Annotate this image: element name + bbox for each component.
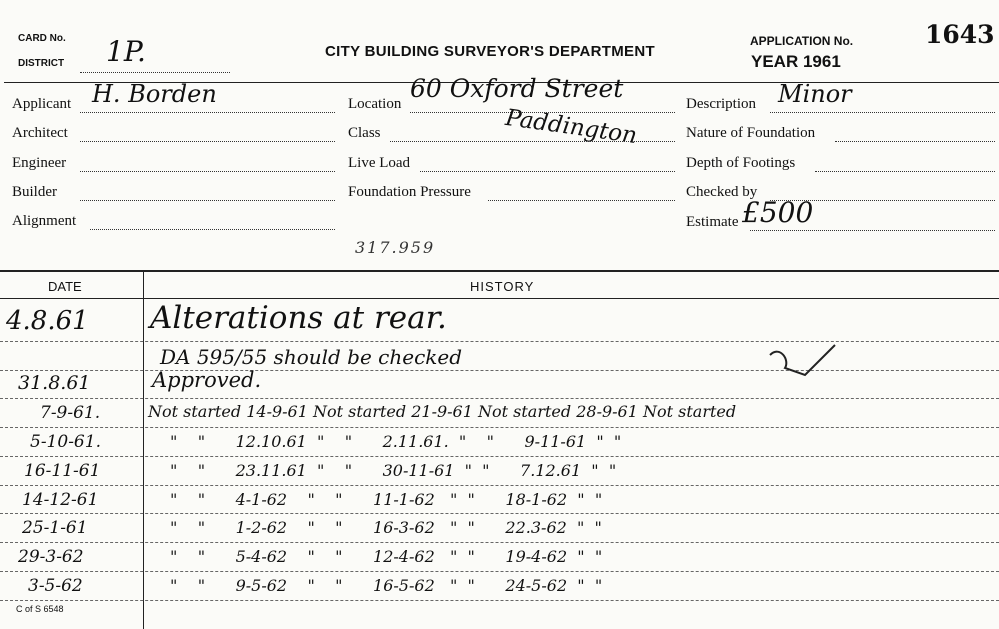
history-entry: " " 4-1-62 " " 11-1-62 " " 18-1-62 " " bbox=[170, 490, 603, 509]
history-date: 7-9-61. bbox=[40, 403, 101, 423]
history-entry: " " 9-5-62 " " 16-5-62 " " 24-5-62 " " bbox=[170, 576, 603, 595]
card-no-label: CARD No. bbox=[18, 33, 66, 44]
date-header: DATE bbox=[48, 279, 82, 294]
row-rule bbox=[0, 456, 999, 457]
architect-line bbox=[80, 141, 335, 142]
history-date: 14-12-61 bbox=[22, 490, 99, 510]
description-line bbox=[770, 112, 995, 113]
applicant-value: H. Borden bbox=[92, 80, 217, 108]
history-entry: Alterations at rear. bbox=[150, 300, 447, 336]
applicant-line bbox=[80, 112, 335, 113]
live-load-label: Live Load bbox=[348, 155, 411, 171]
date-column-divider bbox=[143, 270, 144, 629]
year-label: YEAR 1961 bbox=[751, 52, 841, 71]
history-header-divider bbox=[0, 298, 999, 299]
form-code: C of S 6548 bbox=[16, 604, 64, 614]
row-rule bbox=[0, 571, 999, 572]
history-date: 4.8.61 bbox=[6, 306, 89, 336]
row-rule bbox=[0, 341, 999, 342]
tick-mark-icon bbox=[765, 340, 845, 390]
history-date: 3-5-62 bbox=[28, 576, 83, 596]
history-header: HISTORY bbox=[470, 279, 535, 294]
row-rule bbox=[0, 398, 999, 399]
engineer-label: Engineer bbox=[12, 155, 67, 171]
history-top-border bbox=[0, 270, 999, 272]
depth-line bbox=[815, 171, 995, 172]
class-line bbox=[390, 141, 675, 142]
history-entry: Approved. bbox=[152, 368, 262, 392]
department-title: CITY BUILDING SURVEYOR'S DEPARTMENT bbox=[325, 43, 655, 60]
history-entry: DA 595/55 should be checked bbox=[160, 345, 463, 369]
history-date: 5-10-61. bbox=[30, 432, 101, 452]
estimate-label: Estimate bbox=[686, 214, 739, 230]
nature-of-foundation-label: Nature of Foundation bbox=[686, 125, 816, 141]
estimate-value: £500 bbox=[742, 196, 814, 229]
history-date: 16-11-61 bbox=[24, 461, 101, 481]
history-entry: Not started 14-9-61 Not started 21-9-61 Not started 28-9-61 Not started bbox=[148, 402, 737, 421]
district-label: DISTRICT bbox=[18, 58, 65, 69]
row-rule bbox=[0, 485, 999, 486]
history-entry: " " 23.11.61 " " 30-11-61 " " 7.12.61 " " bbox=[170, 461, 617, 480]
application-number: 1643 bbox=[925, 20, 995, 49]
history-entry: " " 12.10.61 " " 2.11.61. " " 9-11-61 " " bbox=[170, 432, 622, 451]
nature-line bbox=[835, 141, 995, 142]
location-value: 60 Oxford Street bbox=[410, 74, 624, 103]
applicant-label: Applicant bbox=[12, 96, 72, 112]
foundation-pressure-line bbox=[488, 200, 675, 201]
row-rule bbox=[0, 427, 999, 428]
description-label: Description bbox=[686, 96, 756, 112]
estimate-line bbox=[750, 230, 995, 231]
depth-of-footings-label: Depth of Footings bbox=[686, 155, 796, 171]
checked-by-label: Checked by bbox=[686, 184, 758, 200]
history-date: 25-1-61 bbox=[22, 518, 88, 538]
builder-label: Builder bbox=[12, 184, 57, 200]
foundation-pressure-label: Foundation Pressure bbox=[348, 184, 471, 200]
history-date: 31.8.61 bbox=[18, 372, 91, 394]
builder-line bbox=[80, 200, 335, 201]
history-entry: " " 5-4-62 " " 12-4-62 " " 19-4-62 " " bbox=[170, 547, 603, 566]
district-value: 1P. bbox=[106, 35, 146, 68]
history-date: 29-3-62 bbox=[18, 547, 84, 567]
district-line bbox=[80, 72, 230, 73]
row-rule bbox=[0, 600, 999, 601]
class-label: Class bbox=[348, 125, 381, 141]
row-rule bbox=[0, 370, 999, 371]
row-rule bbox=[0, 542, 999, 543]
location-label: Location bbox=[348, 96, 402, 112]
description-value: Minor bbox=[778, 80, 852, 108]
architect-label: Architect bbox=[12, 125, 68, 141]
live-load-line bbox=[420, 171, 675, 172]
application-label: APPLICATION No. bbox=[750, 34, 854, 48]
engineer-line bbox=[80, 171, 335, 172]
row-rule bbox=[0, 513, 999, 514]
alignment-label: Alignment bbox=[12, 213, 77, 229]
alignment-line bbox=[90, 229, 335, 230]
location-value-suburb: Paddington bbox=[503, 104, 639, 150]
history-entry: " " 1-2-62 " " 16-3-62 " " 22.3-62 " " bbox=[170, 518, 602, 537]
reference-number: 317.959 bbox=[355, 238, 436, 257]
